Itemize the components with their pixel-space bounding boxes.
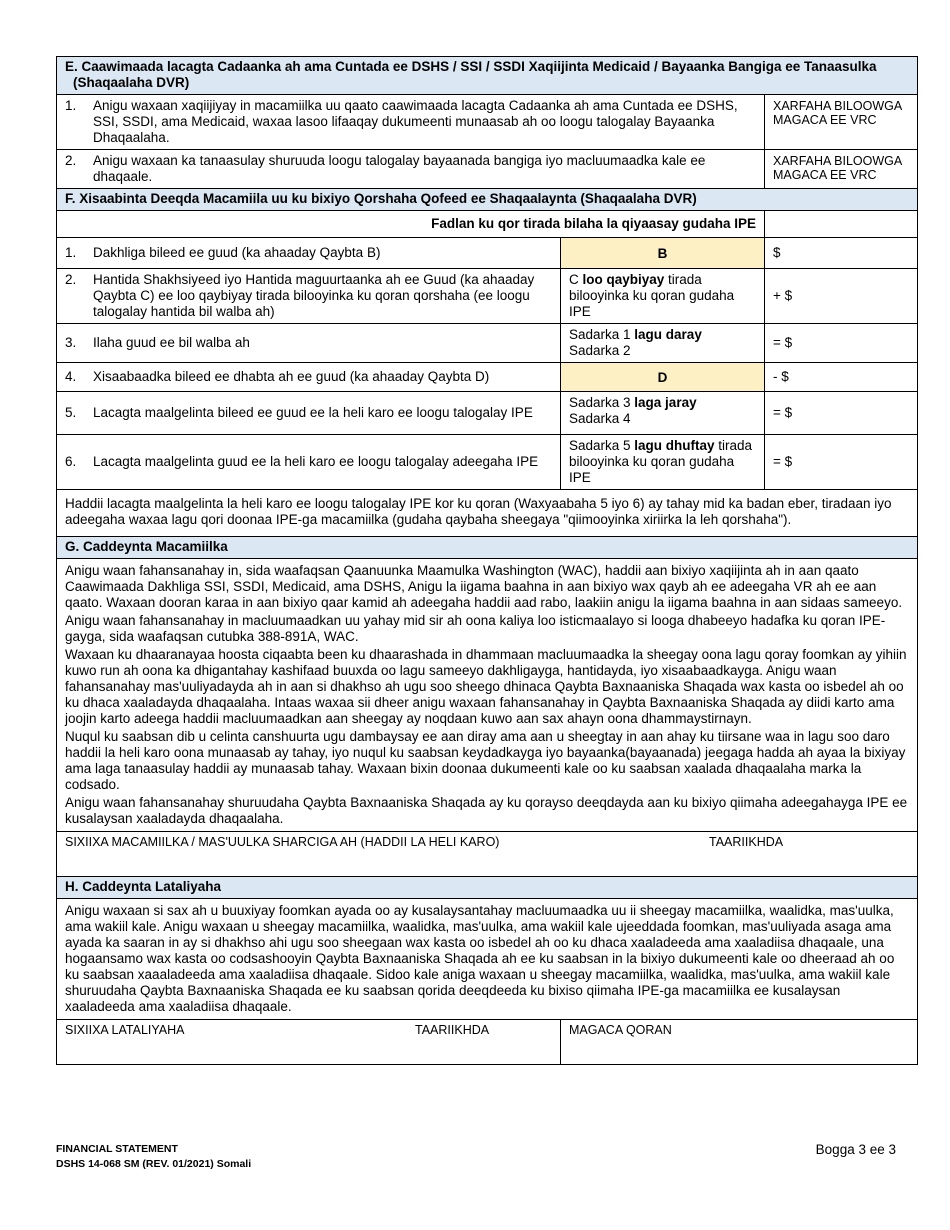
- row-text: Anigu waxaan xaqiijiyay in macamiilka uu qaato caawimaada lacagta Cadaanka ah ama Cuntada ee DSHS, SSI, SSDI, ama Medicaid, waxaa lasoo lifaaqay dukumeenti munaasab ah oo loogu talogalay Bayaanka Dhaqaalaha.: [93, 98, 738, 145]
- section-e-title: E. Caawimaada lacagta Cadaanka ah ama Cuntada ee DSHS / SSI / SSDI Xaqiijinta Medicaid / Bayaanka Bangiga ee Tanaasulka: [65, 59, 877, 74]
- row-number: 1.: [65, 98, 77, 113]
- row-text: Ilaha guud ee bil walba ah: [93, 335, 250, 350]
- client-signature-field[interactable]: [57, 832, 918, 877]
- client-signature-label: SIXIIXA MACAMIILKA / MAS'UULKA SHARCIGA AH (HADDII LA HELI KARO): [65, 835, 500, 849]
- months-input[interactable]: [765, 211, 918, 238]
- formula-operator: lagu dhuftay: [634, 438, 715, 453]
- calc-row: [57, 363, 918, 392]
- financial-statement-form: [56, 56, 917, 1065]
- footer-title: FINANCIAL STATEMENT: [56, 1143, 178, 1155]
- printed-name-field[interactable]: [561, 1020, 918, 1065]
- amount-field[interactable]: = $: [765, 324, 918, 363]
- amount-field[interactable]: = $: [765, 392, 918, 435]
- formula-text: tirada bilooyinka ku qoran gudaha IPE: [569, 438, 753, 485]
- formula-operator: lagu daray: [634, 327, 702, 342]
- counselor-signature-label: SIXIIXA LATALIYAHA: [65, 1023, 185, 1037]
- vrc-initials-field[interactable]: XARFAHA BILOOWGA MAGACA EE VRC: [765, 95, 918, 150]
- counselor-signature-field[interactable]: [57, 1020, 561, 1065]
- section-f-title: F. Xisaabinta Deeqda Macamiila uu ku bixiyo Qorshaha Qofeed ee Shaqaalaynta (Shaqaalaha DVR): [57, 189, 918, 211]
- amount-field[interactable]: + $: [765, 269, 918, 324]
- row-text: Dakhliga bileed ee guud (ka ahaaday Qaybta B): [93, 245, 381, 260]
- counselor-date-label: TAARIIKHDA: [415, 1023, 490, 1037]
- calc-row: [57, 392, 918, 435]
- formula-text: C: [569, 272, 583, 287]
- row-number: 1.: [65, 245, 77, 260]
- calc-row: [57, 269, 918, 324]
- form-table: [56, 56, 918, 1065]
- row-text: Anigu waxaan ka tanaasulay shuruuda loogu talogalay bayaanada bangiga iyo macluumaadka kale ee dhaqaale.: [93, 153, 706, 184]
- calc-row: [57, 435, 918, 490]
- certification-paragraph: Anigu waan fahansanahay in, sida waafaqsan Qaanuunka Maamulka Washington (WAC), haddii aan bixiyo xaqiijinta ah in aan qaato Caawimaada Dakhliga SSI, SSDI, Medicaid, ama DSHS, Anigu la iigama baahna in aan bixiyo wax qayb ah ee adeegaha VR ah ee aan qaato. Waxaan dooran karaa in aan bixiyo qaar kamid ah adeegaha haddii aad rabo, laakiin anigu la iigama baahna in aan sidaas sameeyo.: [65, 563, 903, 610]
- amount-field[interactable]: $: [765, 238, 918, 269]
- section-e-row: [57, 150, 918, 189]
- certification-paragraph: Nuqul ku saabsan dib u celinta canshuurta ugu dambaysay ee aan diray ama aan u sheegtay in aan ahay ku tiirsane waa in lagu soo daro haddii la heli karo oona munaasab ay tahay, iyo nuqul ku saabsan keydadkayga iyo bayaanka(bayaanada) jeegaga hadda ah ayaa la bixiyay ama laga tanaasulay haddii ay munaasab tahay. Waxaan bixin doonaa dukumeenti kale oo ku saabsan xaalada dhaqaalaha marka la codsado.: [65, 729, 906, 792]
- formula-cell: [561, 392, 765, 435]
- calc-row: [57, 238, 918, 269]
- section-e-row: [57, 95, 918, 150]
- formula-text: Sadarka 5: [569, 438, 635, 453]
- formula-operator: laga jaray: [634, 395, 697, 410]
- formula-cell: [561, 269, 765, 324]
- formula-operator: loo qaybiyay: [582, 272, 665, 287]
- row-text: Hantida Shakhsiyeed iyo Hantida maguurtaanka ah ee Guud (ka ahaaday Qaybta C) ee loo qaybiyay tirada bilooyinka ku qoran qorshaha (ee loogu talogalay hantida bil walba ah): [93, 272, 535, 319]
- page-number: Bogga 3 ee 3: [815, 1142, 896, 1157]
- formula-text: tirada bilooyinka ku qoran gudaha IPE: [569, 272, 735, 319]
- row-number: 2.: [65, 272, 77, 287]
- certification-paragraph: Waxaan ku dhaaranayaa hoosta ciqaabta been ku dhaarashada in dhammaan macluumaadka la sheegay oona lagu qoray foomkan ay yihiin kuwo run ah oona ka dhigantahay kashifaad buuxda oo lagu sameeyo dakhligayga, hantidayda, iyo xisaabaadkayga. Anigu waan fahansanahay mas'uuliyadayda ah in aan si dhakhso ah ugu soo sheego dhinaca Qaybta Baxnaaniska Shaqada wax kasta oo isbedel ah oo ku dhaca xaaladayda dhaqaalaha. Intaas waxaa sii dheer anigu waxaan fahansanahay in Qaybta Baxnaaniska Shaqada ay diidi karto ama joojin karto adeega haddii macluumaadkan aan sheegay ay noqdaan kuwo aan sax ahayn oona dhammaystirnayn.: [65, 647, 907, 726]
- printed-name-label: MAGACA QORAN: [569, 1023, 672, 1037]
- formula-cell: [561, 435, 765, 490]
- client-certification-text: [57, 559, 918, 832]
- formula-text: Sadarka 2: [569, 343, 631, 358]
- part-d-label: D: [561, 363, 765, 392]
- section-e-title-line2: (Shaqaalaha DVR): [73, 75, 190, 90]
- vrc-initials-field[interactable]: XARFAHA BILOOWGA MAGACA EE VRC: [765, 150, 918, 189]
- section-e-header: [57, 57, 918, 95]
- row-number: 3.: [65, 335, 77, 350]
- counselor-certification-text: Anigu waxaan si sax ah u buuxiyay foomkan ayada oo ay kusalaysantahay macluumaadka uu ii sheegay macamiilka, waalidka, mas'uulka, ama wakiil kale. Anigu waxaan u sheegay macamiilka, waalidka, mas'uulka, ama wakiil kale ujeeddada foomkan, mas'uuliyada asaga ama ayada ka saaran in ay si dhakhso ahi ugu soo sheegaan wax kasta oo isbedel ah oo ku dhaca xaaladeeda ama xaaladiisa dhaqaale, una hogaansamo wax kasta oo codsashooyin Qaybta Baxnaaniska Shaqada ah ee ku saabsan in la bixiyo dukumeenti kale oo dheeraad ah oo ku saabsan xaaaladeeda ama xaaladiisa dhaqaale. Sidoo kale aniga waxaan u sheegay macamiilka, waalidka, mas'uulka, ama wakiil kale shuruudaha Qaybta Baxnaaniska Shaqada ee ku saabsan qorida deeqdeeda ku bixiso qiimaha IPE-ga macamiilka ee kusalaysan xaaladeeda ama xaaladiisa dhaqaale.: [57, 899, 918, 1020]
- section-g-title: G. Caddeynta Macamiilka: [57, 537, 918, 559]
- row-number: 2.: [65, 153, 77, 168]
- row-text: Lacagta maalgelinta bileed ee guud ee la heli karo ee loogu talogalay IPE: [93, 405, 533, 420]
- formula-text: Sadarka 3: [569, 395, 635, 410]
- funding-note: Haddii lacagta maalgelinta la heli karo ee loogu talogalay IPE kor ku qoran (Waxyaabaha 5 iyo 6) ay tahay mid ka badan eber, tiradaan iyo adeegaha waxaa lagu qori doonaa IPE-ga macamiilka (gudaha qaybaha sheegaya "qiimooyinka xiriirka la leh qorshaha").: [57, 490, 918, 537]
- row-number: 6.: [65, 454, 77, 469]
- row-number: 4.: [65, 369, 77, 384]
- certification-paragraph: Anigu waan fahansanahay shuruudaha Qaybta Baxnaaniska Shaqada ay ku qorayso deeqdayda aan ku bixiyo qiimaha adeegahayga IPE ee kusalaysan xaaladayda dhaqaalaha.: [65, 795, 908, 826]
- row-number: 5.: [65, 405, 77, 420]
- formula-text: Sadarka 4: [569, 411, 631, 426]
- page-footer: [56, 1142, 896, 1172]
- amount-field[interactable]: = $: [765, 435, 918, 490]
- formula-cell: [561, 324, 765, 363]
- certification-paragraph: Anigu waan fahansanahay in macluumaadkan uu yahay mid sir ah oona kaliya loo isticmaalayo si looga dhabeeyo hadafka ku qoran IPE-gayga, sida waafaqsan cutubka 388-891A, WAC.: [65, 613, 886, 644]
- calc-row: [57, 324, 918, 363]
- part-b-label: B: [561, 238, 765, 269]
- section-h-title: H. Caddeynta Lataliyaha: [57, 877, 918, 899]
- client-date-label: TAARIIKHDA: [709, 835, 784, 849]
- row-text: Lacagta maalgelinta guud ee la heli karo ee loogu talogalay adeegaha IPE: [93, 454, 539, 469]
- months-instruction: Fadlan ku qor tirada bilaha la qiyaasay gudaha IPE: [57, 211, 765, 238]
- footer-form-id: DSHS 14-068 SM (REV. 01/2021) Somali: [56, 1158, 252, 1170]
- formula-text: Sadarka 1: [569, 327, 635, 342]
- row-text: Xisaabaadka bileed ee dhabta ah ee guud (ka ahaaday Qaybta D): [93, 369, 490, 384]
- amount-field[interactable]: - $: [765, 363, 918, 392]
